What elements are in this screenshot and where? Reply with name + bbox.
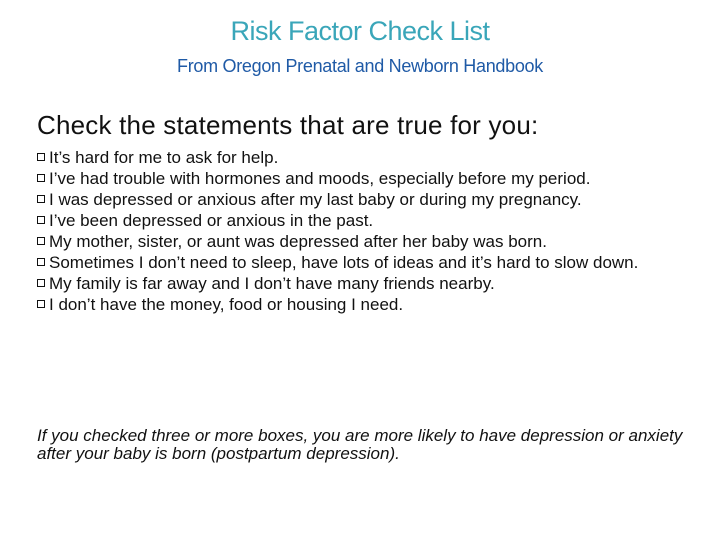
- checklist-item[interactable]: [37, 170, 697, 188]
- checkbox-icon[interactable]: [37, 258, 45, 266]
- page-title: Risk Factor Check List: [230, 16, 490, 46]
- checklist-item[interactable]: [37, 191, 697, 209]
- checklist-item-text: I’ve been depressed or anxious in the past.: [49, 211, 374, 230]
- checklist-heading: Check the statements that are true for you:: [37, 110, 539, 140]
- checkbox-icon[interactable]: [37, 300, 45, 308]
- checklist-item-text: Sometimes I don’t need to sleep, have lots of ideas and it’s hard to slow down.: [49, 253, 639, 272]
- checkbox-icon[interactable]: [37, 195, 45, 203]
- checklist-item-text: I’ve had trouble with hormones and moods, especially before my period.: [49, 169, 591, 188]
- footnote: If you checked three or more boxes, you are more likely to have depression or anxiety after your baby is born (postpartum depression).: [37, 426, 683, 463]
- checkbox-icon[interactable]: [37, 279, 45, 287]
- checklist-item-text: It’s hard for me to ask for help.: [49, 148, 279, 167]
- checklist-item[interactable]: [37, 296, 697, 314]
- checkbox-icon[interactable]: [37, 174, 45, 182]
- checklist-item[interactable]: [37, 254, 697, 272]
- checkbox-icon[interactable]: [37, 153, 45, 161]
- checklist-item-text: My family is far away and I don’t have many friends nearby.: [49, 274, 495, 293]
- checkbox-icon[interactable]: [37, 237, 45, 245]
- page-subtitle: From Oregon Prenatal and Newborn Handbook: [177, 56, 543, 76]
- checklist-item-text: I don’t have the money, food or housing I need.: [49, 295, 404, 314]
- checklist-item[interactable]: [37, 212, 697, 230]
- checklist-item[interactable]: [37, 275, 697, 293]
- risk-factor-checklist: [37, 149, 697, 317]
- checklist-item-text: My mother, sister, or aunt was depressed after her baby was born.: [49, 232, 547, 251]
- checklist-item[interactable]: [37, 149, 697, 167]
- checklist-item[interactable]: [37, 233, 697, 251]
- checklist-item-text: I was depressed or anxious after my last baby or during my pregnancy.: [49, 190, 582, 209]
- checkbox-icon[interactable]: [37, 216, 45, 224]
